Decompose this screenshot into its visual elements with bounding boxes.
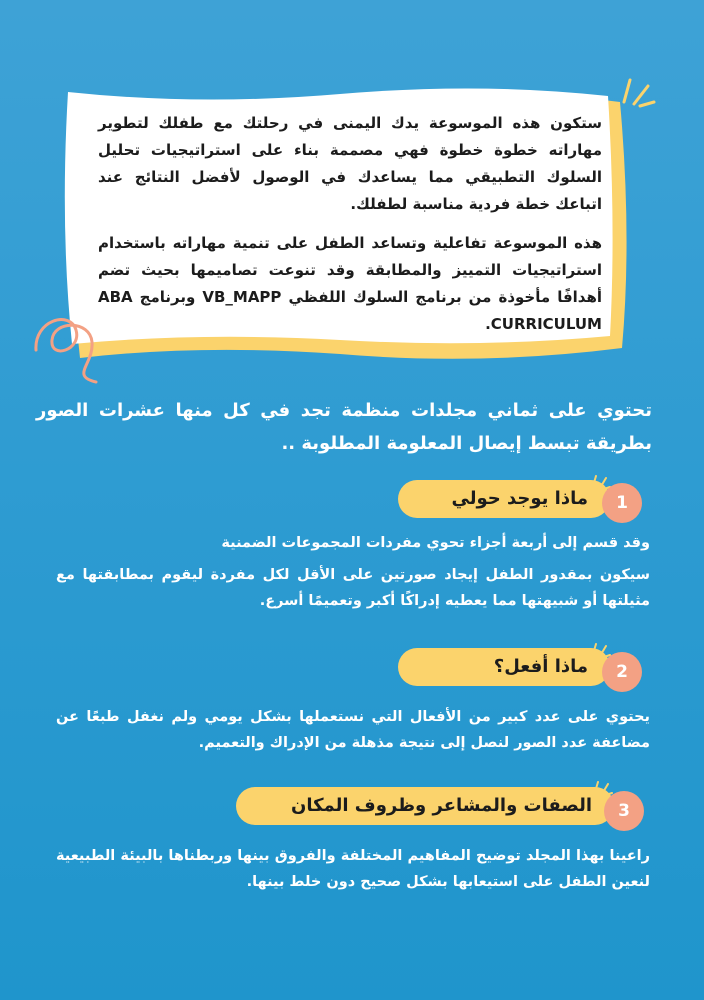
intro-paragraph-1: ستكون هذه الموسوعة يدك اليمنى في رحلتك مع طفلك لتطوير مهاراته خطوة خطوة فهي مصممة بناء على استراتيجيات تحليل السلوك التطبيقي مما يساعدك في الوصول لأفضل النتائج عند اتباعك خطة فردية مناسبة لطفلك. — [98, 114, 602, 213]
section-3-body — [56, 843, 650, 901]
intro-card — [60, 86, 640, 366]
intro-paragraph-2: هذه الموسوعة تفاعلية وتساعد الطفل على تنمية مهاراته باستخدام استراتيجيات التمييز والمطابقة وقد تنوعت تصاميمها بحيث تضم أهدافًا مأخوذة من برنامج السلوك اللفظي VB_MAPP وبرنامج ABA CURRICULUM. — [98, 234, 602, 333]
section-1-line-2: سيكون بمقدور الطفل إيجاد صورتين على الأقل لكل مفردة ليقوم بمطابقتها مع مثيلتها أو شبيهتها مما يعطيه إدراكًا أكبر وتعميمًا أسرع. — [56, 567, 650, 609]
section-3-line-1: راعينا بهذا المجلد توضيح المفاهيم المختلفة والفروق بينها وربطناها بالبيئة الطبيعية لنعين الطفل على استيعابها بشكل صحيح دون خلط بينها. — [56, 848, 650, 890]
squiggle-decoration-icon — [30, 290, 120, 390]
section-2-number-badge: 2 — [602, 652, 642, 692]
section-3-number-badge: 3 — [604, 791, 644, 831]
section-2-line-1: يحتوي على عدد كبير من الأفعال التي نستعملها بشكل يومي ولم نغفل طبعًا عن مضاعفة عدد الصور لنصل إلى نتيجة مذهلة من الإدراك والتعميم. — [56, 709, 650, 751]
section-1-number-badge: 1 — [602, 483, 642, 523]
section-2-body — [56, 704, 650, 762]
section-2-title-text: ماذا أفعل؟ — [493, 656, 588, 677]
section-1-title-text: ماذا يوجد حولي — [451, 488, 588, 509]
section-1-body — [56, 530, 650, 620]
lead-paragraph: تحتوي على ثماني مجلدات منظمة تجد في كل منها عشرات الصور بطريقة تبسط إيصال المعلومة المطلوبة .. — [36, 400, 652, 454]
section-1-line-1: وقد قسم إلى أربعة أجزاء تحوي مفردات المجموعات الضمنية — [221, 535, 650, 551]
section-3-title — [236, 787, 614, 825]
intro-text-block — [98, 110, 602, 350]
section-1-title — [398, 480, 610, 518]
section-3-title-text: الصفات والمشاعر وظروف المكان — [290, 795, 592, 816]
section-2-title — [398, 648, 610, 686]
